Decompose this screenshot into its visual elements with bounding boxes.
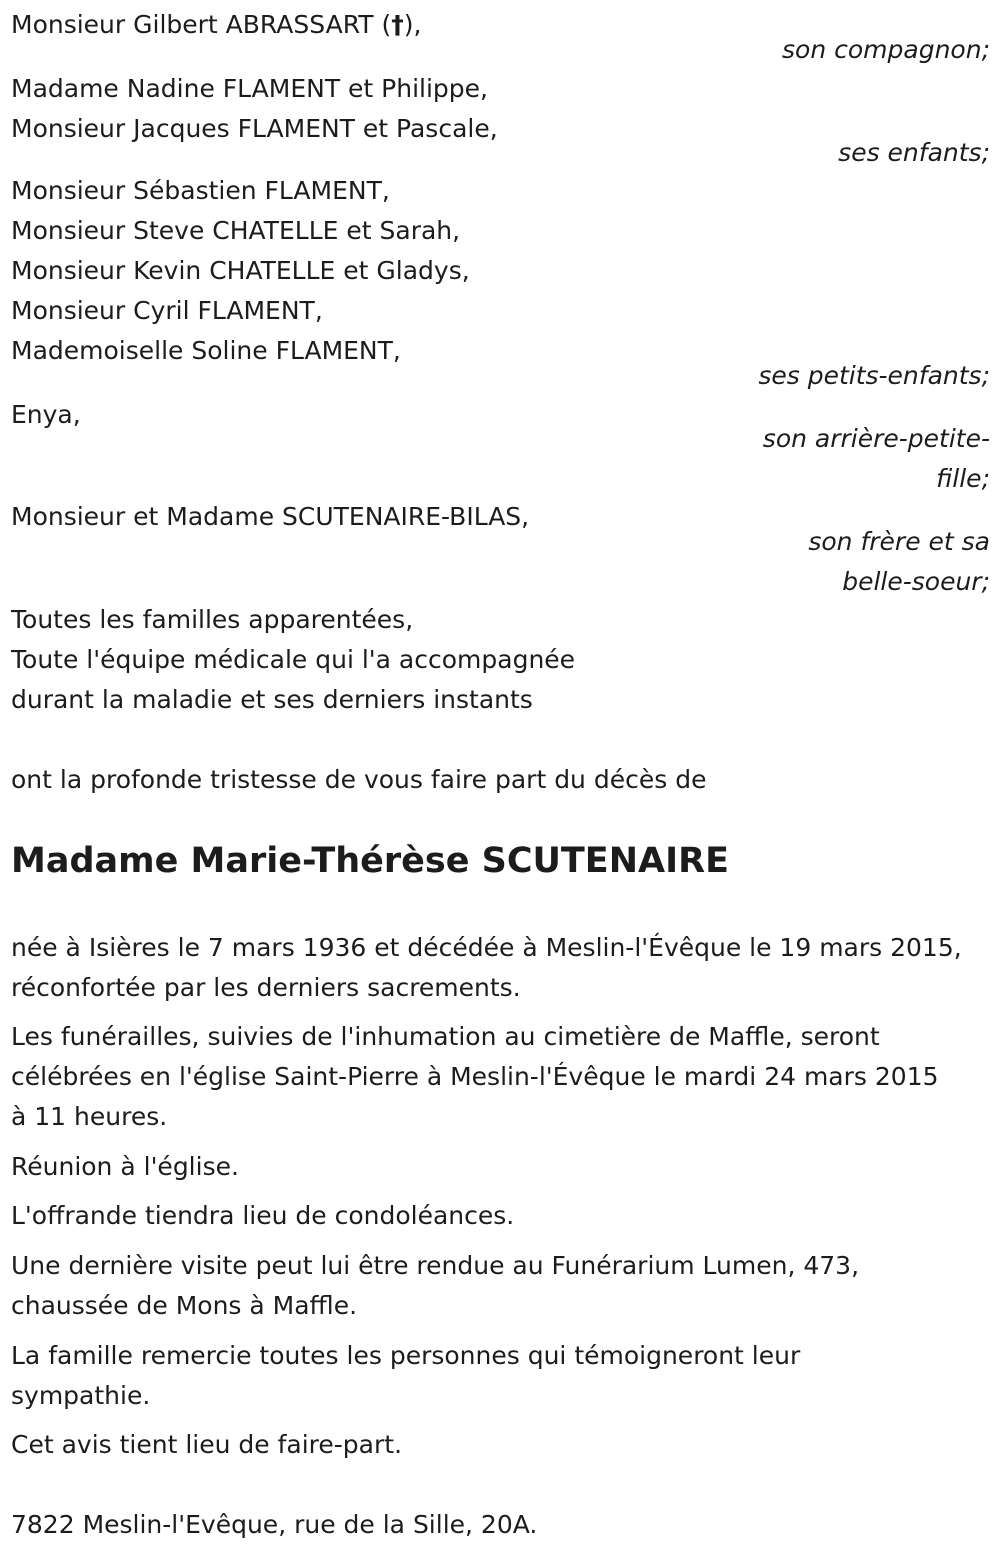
others-line: Toutes les familles apparentées, xyxy=(11,605,414,634)
grandchild-line: Monsieur Sébastien FLAMENT, xyxy=(11,176,390,205)
birth-death-line: née à Isières le 7 mars 1936 et décédée à Meslin-l'Évêque le 19 mars 2015, xyxy=(11,933,962,962)
offering-line: L'offrande tiendra lieu de condoléances. xyxy=(11,1201,515,1230)
deceased-name: Madame Marie-Thérèse SCUTENAIRE xyxy=(11,841,729,881)
others-line: durant la maladie et ses derniers instants xyxy=(11,685,533,714)
thanks-line: La famille remercie toutes les personnes qui témoigneront leur xyxy=(11,1341,801,1370)
companion-suffix: ), xyxy=(403,10,422,39)
sibling-line: Monsieur et Madame SCUTENAIRE-BILAS, xyxy=(11,502,530,531)
child-line: Madame Nadine FLAMENT et Philippe, xyxy=(11,74,488,103)
notice-line: Cet avis tient lieu de faire-part. xyxy=(11,1430,403,1459)
grandchild-line: Mademoiselle Soline FLAMENT, xyxy=(11,336,401,365)
thanks-line: sympathie. xyxy=(11,1381,151,1410)
visit-line: Une dernière visite peut lui être rendue au Funérarium Lumen, 473, xyxy=(11,1251,860,1280)
funeral-line: Les funérailles, suivies de l'inhumation au cimetière de Maffle, seront xyxy=(11,1022,880,1051)
funeral-line: à 11 heures. xyxy=(11,1102,168,1131)
grandchild-line: Monsieur Steve CHATELLE et Sarah, xyxy=(11,216,461,245)
grandchild-line: Monsieur Cyril FLAMENT, xyxy=(11,296,323,325)
sibling-role: belle-soeur; xyxy=(842,567,990,596)
birth-death-line: réconfortée par les derniers sacrements. xyxy=(11,973,521,1002)
grandchildren-role: ses petits-enfants; xyxy=(758,361,990,390)
great-grandchild-role: fille; xyxy=(936,464,990,493)
others-line: Toute l'équipe médicale qui l'a accompagnée xyxy=(11,645,576,674)
sibling-role: son frère et sa xyxy=(808,527,990,556)
announcement: ont la profonde tristesse de vous faire part du décès de xyxy=(11,765,707,794)
great-grandchild-line: Enya, xyxy=(11,400,81,429)
funeral-line: célébrées en l'église Saint-Pierre à Meslin-l'Évêque le mardi 24 mars 2015 xyxy=(11,1062,939,1091)
child-line: Monsieur Jacques FLAMENT et Pascale, xyxy=(11,114,498,143)
companion-name: Monsieur Gilbert ABRASSART ( xyxy=(11,10,392,39)
address-line: 7822 Meslin-l'Evêque, rue de la Sille, 20A. xyxy=(11,1510,538,1539)
children-role: ses enfants; xyxy=(838,138,990,167)
great-grandchild-role: son arrière-petite- xyxy=(762,424,990,453)
cross-icon: † xyxy=(391,10,404,39)
grandchild-line: Monsieur Kevin CHATELLE et Gladys, xyxy=(11,256,470,285)
meeting-line: Réunion à l'église. xyxy=(11,1152,239,1181)
visit-line: chaussée de Mons à Maffle. xyxy=(11,1291,358,1320)
companion-role: son compagnon; xyxy=(782,35,990,64)
companion-line xyxy=(11,10,421,40)
